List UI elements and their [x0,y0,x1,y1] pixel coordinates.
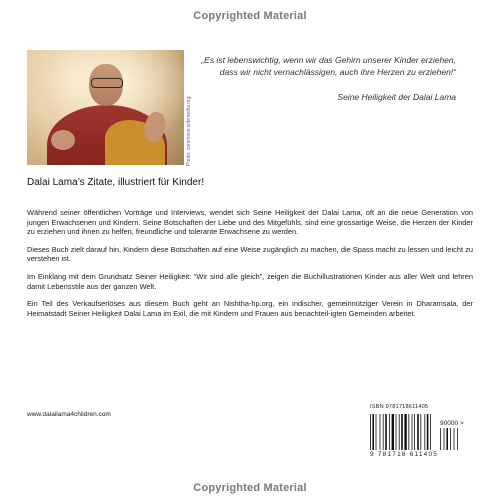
price-code: 90000 > [440,420,464,427]
barcode-supplement-bar [454,428,455,450]
description-paragraph-1: Während seiner öffentlichen Vorträge und Interviews, wendet sich Seine Heiligkeit der Dalai Lama, oft an die neue Generation von jungen Erwachsenen und Kindern. Seine Botschaften der Liebe und des Mitgefühls, sind eine grossartige Weise, die Herzen der Kinder zu erziehen und ihnen zu helfen, freundliche und tolerante Erwachsene zu werden. [27,208,473,237]
barcode-bar [399,414,400,450]
barcode-bar [383,414,384,450]
barcode-supplement-bar [444,428,445,450]
barcode-bar [404,414,406,450]
barcode-bar [414,414,415,450]
photo-glasses [91,78,123,88]
quote-line-2: dass wir nicht vernachlässigen, auch ihre Herzen zu erziehen!“ [219,67,456,77]
quote-attribution: Seine Heiligkeit der Dalai Lama [337,92,456,102]
barcode-bar [401,414,403,450]
barcode-bar [417,414,419,450]
barcode-supplement-bar [446,428,448,450]
barcode-digits: 9 781718 611405 [370,451,439,458]
website-link[interactable]: www.dalailama4children.com [27,411,111,418]
quote-text [196,54,456,78]
description-paragraph-4: Ein Teil des Verkaufserlöses aus diesem Buch geht an Nishtha-hp.org, ein indischer, gemeinnütziger Verein in Dharamsala, der Heimatstadt Seiner Heiligkeit Dalai Lama im Exil, die mit Kindern und Frauen aus benachteil-igten Gemeinden arbeitet. [27,299,473,318]
description-paragraph-2: Dieses Buch zielt darauf hin, Kindern diese Botschaften auf eine Weise zugänglich zu machen, die Spass macht zu lessen und leicht zu verstehen ist. [27,244,473,264]
barcode-bar [392,414,394,450]
barcode-bar [420,414,421,450]
photo-credit: Photo: commons.wikimedia.org [186,96,192,166]
barcode-bar [389,414,390,450]
barcode-bar [412,414,413,450]
barcode-supplement-bar [457,428,458,450]
barcode-bar [372,414,374,450]
barcode-bar [376,414,377,450]
barcode-bar [424,414,425,450]
barcode-bar [396,414,397,450]
barcode-bar [380,414,381,450]
photo-left-hand [51,130,75,150]
barcode-bar [430,414,431,450]
barcode-bar [427,414,429,450]
barcode-supplement-bar [450,428,451,450]
dalai-lama-photo [27,50,184,165]
barcode-bar [370,414,371,450]
isbn-label: ISBN 9781718611405 [370,404,429,410]
quote-line-1: „Es ist lebenswichtig, wenn wir das Gehirn unserer Kinder erziehen, [201,55,456,65]
copyright-watermark-bottom: Copyrighted Material [193,482,307,494]
copyright-watermark-top: Copyrighted Material [193,10,307,22]
barcode-bar [385,414,387,450]
description-paragraph-3: Im Einklang mit dem Grundsatz Seiner Heiligkeit: “Wir sind alle gleich”, zeigen die Buchillustrationen Kinder aus aller Welt und lehren damit Lebensstile aus der ganzen Welt. [27,271,473,291]
barcode-bar [408,414,409,450]
barcode-supplement-bar [440,428,441,450]
description-body [27,208,473,326]
isbn-barcode-block [370,404,470,462]
book-subtitle: Dalai Lama’s Zitate, illustriert für Kinder! [27,177,205,188]
